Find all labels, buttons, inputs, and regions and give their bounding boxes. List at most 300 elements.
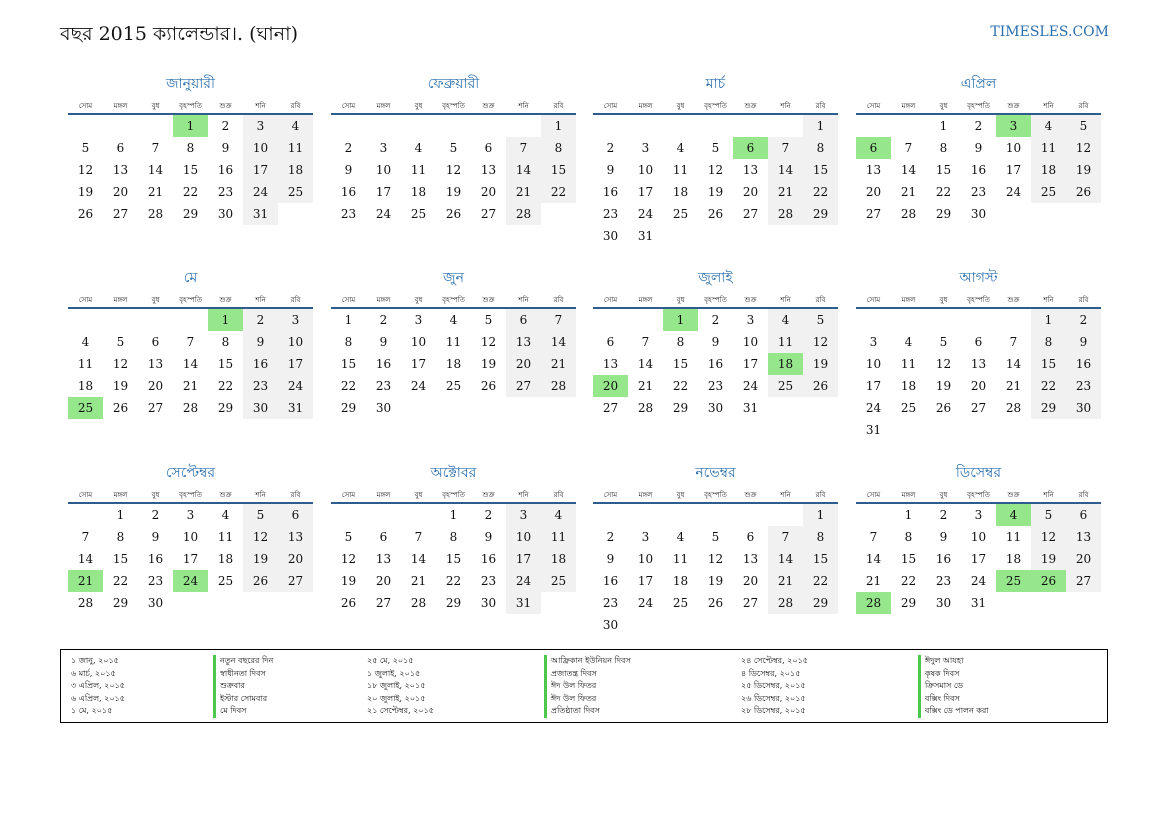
empty-day-cell	[803, 614, 838, 636]
week-row	[68, 159, 313, 181]
holiday-dates-col-1	[71, 655, 125, 718]
weekday-label: মঙ্গল	[638, 296, 653, 304]
day-cell: 25	[768, 375, 803, 397]
holiday-date: ২১ সেপ্টেম্বর, ২০১৫	[367, 706, 434, 715]
day-cell: 5	[243, 504, 278, 526]
weekday-label: বুধ	[676, 296, 685, 304]
week-row	[593, 375, 838, 397]
day-cell: 10	[637, 163, 654, 177]
day-cell: 4	[676, 530, 685, 544]
week-row	[856, 526, 1101, 548]
day-cell: 16	[243, 353, 278, 375]
day-cell: 28	[506, 203, 541, 225]
empty-day-cell	[733, 504, 768, 526]
weekday-label: শুক্র	[482, 296, 495, 304]
day-cell: 22	[935, 185, 952, 199]
empty-day-cell	[471, 397, 506, 419]
day-cell: 3	[641, 141, 650, 155]
weekday-label: সোম	[603, 102, 618, 110]
empty-day-cell	[366, 504, 401, 526]
holiday-date: ১ মে, ২০১৫	[71, 706, 113, 715]
day-cell: 24	[243, 181, 278, 203]
day-cell: 22	[672, 379, 689, 393]
month-block	[856, 463, 1101, 614]
day-cell: 13	[865, 163, 882, 177]
day-cell: 19	[803, 353, 838, 375]
day-cell: 20	[112, 185, 129, 199]
day-cell: 27	[480, 207, 497, 221]
week-row	[68, 570, 313, 592]
week-row	[68, 375, 313, 397]
empty-day-cell	[278, 203, 313, 225]
weekday-header	[331, 294, 576, 309]
day-cell: 11	[541, 526, 576, 548]
day-cell: 18	[278, 159, 313, 181]
empty-day-cell	[593, 504, 628, 526]
week-row	[856, 203, 1101, 225]
day-cell: 2	[151, 508, 160, 522]
holiday-names-col-3	[918, 655, 989, 718]
day-cell: 24	[865, 401, 882, 415]
day-cell: 25	[445, 379, 462, 393]
day-cell: 5	[116, 335, 125, 349]
day-cell: 16	[375, 357, 392, 371]
day-cell: 9	[484, 530, 493, 544]
day-cell: 13	[970, 357, 987, 371]
day-cell: 20	[278, 548, 313, 570]
day-cell: 22	[182, 185, 199, 199]
day-cell: 23	[970, 185, 987, 199]
empty-day-cell	[628, 504, 663, 526]
day-cell: 24	[375, 207, 392, 221]
weekday-label: বৃহস্পতি	[179, 296, 202, 304]
day-cell: 26	[935, 401, 952, 415]
week-row	[68, 592, 313, 614]
day-cell: 21	[637, 379, 654, 393]
day-cell: 24	[1005, 185, 1022, 199]
day-cell: 20	[1066, 548, 1101, 570]
month-name: জানুয়ারী	[166, 76, 215, 92]
day-cell: 30	[935, 596, 952, 610]
day-cell: 11	[445, 335, 462, 349]
weekday-header	[856, 100, 1101, 115]
day-cell: 14	[865, 552, 882, 566]
empty-day-cell	[68, 115, 103, 137]
day-cell: 8	[803, 526, 838, 548]
day-cell: 19	[707, 185, 724, 199]
day-cell: 8	[676, 335, 685, 349]
day-cell: 5	[344, 530, 353, 544]
empty-day-cell	[996, 309, 1031, 331]
day-cell: 29	[900, 596, 917, 610]
holiday-date: ৬ এপ্রিল, ২০১৫	[71, 693, 125, 703]
day-cell: 4	[541, 504, 576, 526]
day-cell: 10	[970, 530, 987, 544]
empty-day-cell	[1066, 203, 1101, 225]
day-cell: 25	[217, 574, 234, 588]
holiday-name: আফ্রিকান ইউনিয়ন দিবস	[544, 655, 631, 668]
day-cell: 9	[344, 163, 353, 177]
day-cell: 24	[970, 574, 987, 588]
day-cell: 23	[217, 185, 234, 199]
day-cell: 14	[77, 552, 94, 566]
day-cell: 17	[970, 552, 987, 566]
empty-day-cell	[208, 592, 243, 614]
week-row	[593, 309, 838, 331]
day-cell: 30	[707, 401, 724, 415]
day-cell: 5	[711, 141, 720, 155]
day-cell: 9	[151, 530, 160, 544]
week-row	[593, 181, 838, 203]
day-cell: 18	[445, 357, 462, 371]
weekday-label: বৃহস্পতি	[179, 102, 202, 110]
empty-day-cell	[768, 225, 803, 247]
day-cell: 7	[768, 526, 803, 548]
day-cell: 3	[746, 313, 755, 327]
day-cell: 5	[1066, 115, 1101, 137]
site-link[interactable]: TIMESLES.COM	[990, 24, 1109, 40]
day-cell: 28	[768, 592, 803, 614]
month-name: ফেব্রুয়ারী	[427, 76, 480, 92]
day-cell: 8	[221, 335, 230, 349]
month-block	[856, 268, 1101, 441]
weekday-label: বৃহস্পতি	[704, 102, 727, 110]
weekday-label: বৃহস্পতি	[967, 491, 990, 499]
day-cell: 24	[506, 570, 541, 592]
day-cell: 15	[900, 552, 917, 566]
week-row	[856, 397, 1101, 419]
day-cell: 22	[541, 181, 576, 203]
empty-day-cell	[1066, 419, 1101, 441]
day-cell: 14	[637, 357, 654, 371]
day-cell: 15	[803, 548, 838, 570]
day-cell: 11	[768, 331, 803, 353]
day-cell: 23	[243, 375, 278, 397]
holiday-date: ২৫ মে, ২০১৫	[367, 656, 414, 665]
empty-day-cell	[768, 397, 803, 419]
day-cell: 20	[375, 574, 392, 588]
day-cell: 15	[935, 163, 952, 177]
holiday-name: ঈদুল আযহা	[918, 655, 989, 668]
week-row	[68, 504, 313, 526]
month-name: অক্টোবর	[430, 465, 477, 481]
empty-day-cell	[173, 592, 208, 614]
weekday-label: সোম	[341, 102, 356, 110]
day-cell: 2	[939, 508, 948, 522]
day-cell: 12	[1031, 526, 1066, 548]
weekday-label: রবি	[290, 102, 301, 110]
month-block	[68, 74, 313, 225]
day-cell: 5	[803, 309, 838, 331]
day-cell: 31	[278, 397, 313, 419]
week-row	[593, 225, 838, 247]
weekday-label: শনি	[1043, 102, 1054, 110]
holiday-date: ২০ জুলাই, ২০১৫	[367, 693, 426, 703]
day-cell: 7	[768, 137, 803, 159]
week-row	[856, 353, 1101, 375]
day-cell: 20	[742, 185, 759, 199]
week-row	[856, 159, 1101, 181]
day-cell: 31	[865, 423, 882, 437]
day-cell: 7	[541, 309, 576, 331]
day-cell: 21	[506, 181, 541, 203]
empty-day-cell	[628, 115, 663, 137]
day-cell: 19	[707, 574, 724, 588]
weekday-label: রবি	[553, 491, 564, 499]
week-row	[68, 203, 313, 225]
day-cell: 26	[445, 207, 462, 221]
day-cell: 26	[803, 375, 838, 397]
empty-day-cell	[698, 504, 733, 526]
day-cell: 24	[637, 596, 654, 610]
day-cell: 14	[506, 159, 541, 181]
day-cell: 13	[1066, 526, 1101, 548]
day-cell: 1	[803, 504, 838, 526]
empty-day-cell	[926, 309, 961, 331]
week-row	[856, 592, 1101, 614]
weekday-header	[68, 294, 313, 309]
weekday-label: শনি	[780, 102, 791, 110]
day-cell: 8	[186, 141, 195, 155]
day-cell: 17	[410, 357, 427, 371]
day-cell: 7	[641, 335, 650, 349]
holiday-day-cell: 6	[856, 137, 891, 159]
holiday-names-col-2	[544, 655, 631, 718]
day-cell: 15	[340, 357, 357, 371]
day-cell: 22	[217, 379, 234, 393]
day-cell: 26	[480, 379, 497, 393]
day-cell: 21	[410, 574, 427, 588]
day-cell: 15	[1031, 353, 1066, 375]
week-row	[331, 504, 576, 526]
day-cell: 10	[182, 530, 199, 544]
day-cell: 1	[449, 508, 458, 522]
empty-day-cell	[961, 419, 996, 441]
holiday-name: শুক্রবার	[213, 680, 273, 693]
empty-day-cell	[1066, 592, 1101, 614]
empty-day-cell	[891, 115, 926, 137]
day-cell: 26	[77, 207, 94, 221]
weekday-label: মঙ্গল	[113, 491, 128, 499]
month-block	[331, 463, 576, 614]
day-cell: 19	[340, 574, 357, 588]
month-name: নভেম্বর	[695, 465, 736, 481]
holiday-date: ১ জুলাই, ২০১৫	[367, 668, 421, 678]
day-cell: 9	[606, 552, 615, 566]
weekday-label: মঙ্গল	[113, 102, 128, 110]
day-cell: 19	[935, 379, 952, 393]
empty-day-cell	[541, 397, 576, 419]
day-cell: 10	[410, 335, 427, 349]
day-cell: 9	[221, 141, 230, 155]
day-cell: 2	[243, 309, 278, 331]
day-cell: 26	[243, 570, 278, 592]
day-cell: 12	[480, 335, 497, 349]
day-cell: 4	[81, 335, 90, 349]
day-cell: 7	[81, 530, 90, 544]
day-cell: 31	[742, 401, 759, 415]
day-cell: 31	[243, 203, 278, 225]
day-cell: 3	[186, 508, 195, 522]
week-row	[856, 115, 1101, 137]
weekday-label: বৃহস্পতি	[442, 102, 465, 110]
empty-day-cell	[733, 115, 768, 137]
day-cell: 29	[112, 596, 129, 610]
empty-day-cell	[856, 115, 891, 137]
weekday-label: শুক্র	[219, 296, 232, 304]
day-cell: 16	[147, 552, 164, 566]
empty-day-cell	[628, 614, 663, 636]
empty-day-cell	[663, 115, 698, 137]
day-cell: 27	[506, 375, 541, 397]
empty-day-cell	[436, 115, 471, 137]
month-name: জুলাই	[698, 270, 733, 286]
day-cell: 16	[707, 357, 724, 371]
day-cell: 8	[803, 137, 838, 159]
day-cell: 30	[970, 207, 987, 221]
week-row	[856, 375, 1101, 397]
day-cell: 21	[182, 379, 199, 393]
week-row	[331, 592, 576, 614]
holiday-name: নতুন বছরের দিন	[213, 655, 273, 668]
weekday-label: বুধ	[414, 491, 423, 499]
day-cell: 29	[803, 592, 838, 614]
holiday-day-cell: 21	[68, 570, 103, 592]
holiday-name: ইস্টার সোমবার	[213, 693, 273, 706]
weekday-label: রবি	[1078, 296, 1089, 304]
day-cell: 20	[865, 185, 882, 199]
day-cell: 2	[606, 141, 615, 155]
weekday-label: রবি	[553, 296, 564, 304]
day-cell: 28	[768, 203, 803, 225]
week-row	[593, 353, 838, 375]
day-cell: 17	[1005, 163, 1022, 177]
day-cell: 10	[243, 137, 278, 159]
week-row	[331, 137, 576, 159]
month-name: মার্চ	[705, 76, 726, 92]
empty-day-cell	[593, 115, 628, 137]
day-cell: 26	[707, 207, 724, 221]
day-cell: 6	[506, 309, 541, 331]
day-cell: 27	[375, 596, 392, 610]
day-cell: 20	[506, 353, 541, 375]
weekday-header	[856, 489, 1101, 504]
weekday-label: মঙ্গল	[901, 491, 916, 499]
weekday-label: শনি	[1043, 491, 1054, 499]
week-row	[593, 331, 838, 353]
day-cell: 19	[112, 379, 129, 393]
day-cell: 26	[1066, 181, 1101, 203]
weekday-label: বুধ	[151, 296, 160, 304]
week-row	[856, 331, 1101, 353]
weekday-label: মঙ্গল	[376, 491, 391, 499]
day-cell: 1	[904, 508, 913, 522]
day-cell: 6	[606, 335, 615, 349]
day-cell: 29	[445, 596, 462, 610]
month-name: এপ্রিল	[960, 76, 997, 92]
empty-day-cell	[138, 115, 173, 137]
day-cell: 21	[900, 185, 917, 199]
holiday-name: কৃষক দিবস	[918, 668, 989, 681]
day-cell: 21	[865, 574, 882, 588]
empty-day-cell	[961, 309, 996, 331]
day-cell: 25	[541, 570, 576, 592]
day-cell: 10	[278, 331, 313, 353]
day-cell: 21	[147, 185, 164, 199]
day-cell: 28	[410, 596, 427, 610]
holiday-date: ৪ ডিসেম্বর, ২০১৫	[741, 668, 801, 678]
day-cell: 23	[147, 574, 164, 588]
empty-day-cell	[1031, 592, 1066, 614]
day-cell: 12	[77, 163, 94, 177]
day-cell: 19	[77, 185, 94, 199]
day-cell: 19	[243, 548, 278, 570]
empty-day-cell	[628, 309, 663, 331]
day-cell: 16	[935, 552, 952, 566]
day-cell: 3	[974, 508, 983, 522]
day-cell: 25	[1031, 181, 1066, 203]
empty-day-cell	[856, 309, 891, 331]
weekday-label: সোম	[78, 102, 93, 110]
day-cell: 28	[541, 375, 576, 397]
weekday-label: রবি	[290, 296, 301, 304]
holiday-name: প্রতিষ্ঠাতা দিবস	[544, 705, 631, 718]
day-cell: 5	[939, 335, 948, 349]
week-row	[856, 181, 1101, 203]
day-cell: 29	[340, 401, 357, 415]
weekday-label: রবি	[553, 102, 564, 110]
empty-day-cell	[1031, 419, 1066, 441]
day-cell: 24	[637, 207, 654, 221]
day-cell: 8	[904, 530, 913, 544]
day-cell: 22	[340, 379, 357, 393]
day-cell: 1	[939, 119, 948, 133]
week-row	[593, 526, 838, 548]
weekday-label: শুক্র	[744, 491, 757, 499]
weekday-label: শনি	[1043, 296, 1054, 304]
day-cell: 17	[865, 379, 882, 393]
weekday-label: রবি	[1078, 102, 1089, 110]
weekday-header	[331, 100, 576, 115]
day-cell: 15	[541, 159, 576, 181]
day-cell: 23	[480, 574, 497, 588]
day-cell: 1	[116, 508, 125, 522]
month-name: ডিসেম্বর	[955, 465, 1002, 481]
empty-day-cell	[103, 309, 138, 331]
weekday-label: রবি	[815, 102, 826, 110]
holiday-day-cell: 1	[663, 309, 698, 331]
week-row	[331, 181, 576, 203]
day-cell: 13	[112, 163, 129, 177]
holiday-date: ২৪ সেপ্টেম্বর, ২০১৫	[741, 656, 808, 665]
week-row	[331, 353, 576, 375]
week-row	[593, 570, 838, 592]
holiday-date: ২৬ ডিসেম্বর, ২০১৫	[741, 693, 806, 703]
day-cell: 14	[541, 331, 576, 353]
day-cell: 8	[939, 141, 948, 155]
day-cell: 9	[939, 530, 948, 544]
week-row	[331, 159, 576, 181]
empty-day-cell	[331, 504, 366, 526]
holiday-date: ৩ এপ্রিল, ২০১৫	[71, 681, 125, 690]
weekday-label: শুক্র	[219, 491, 232, 499]
weekday-label: শুক্র	[1007, 296, 1020, 304]
week-row	[331, 331, 576, 353]
weekday-header	[593, 100, 838, 115]
weekday-label: বুধ	[939, 296, 948, 304]
week-row	[331, 397, 576, 419]
weekday-label: সোম	[78, 296, 93, 304]
